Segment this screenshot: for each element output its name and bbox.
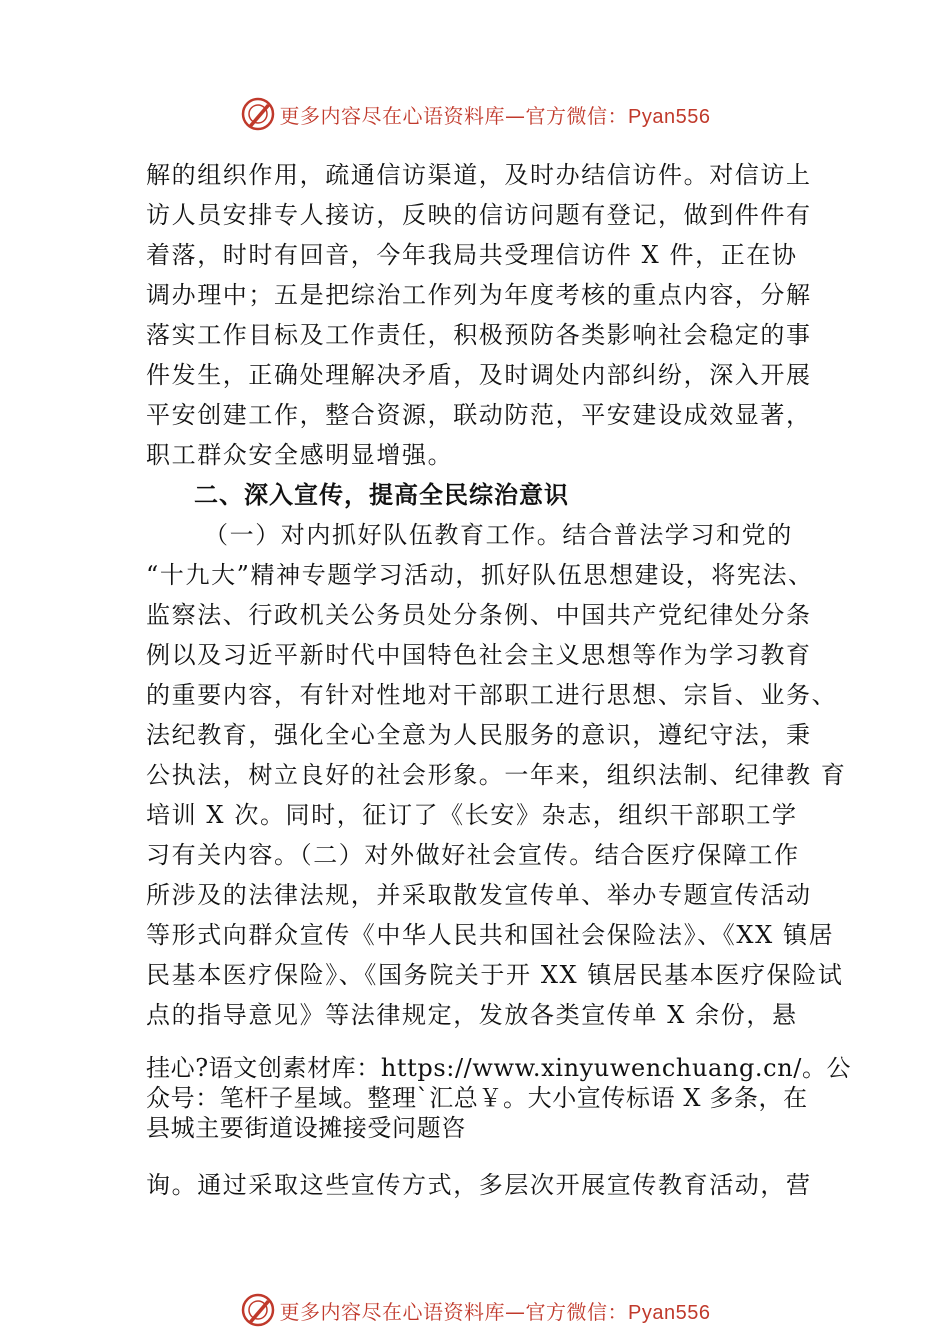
header-banner-text: 更多内容尽在心语资料库—官方微信：Pyan556 [279,103,711,128]
body-line: 法纪教育，强化全心全意为人民服务的意识，遵纪守法，秉 [146,721,812,749]
body-line: 培训 X 次。同时，征订了《长安》杂志，组织干部职工学 [146,801,798,829]
body-line: 公执法，树立良好的社会形象。一年来，组织法制、纪律教 育 [146,761,847,789]
body-line: 点的指导意见》等法律规定，发放各类宣传单 X 余份，悬 [146,1001,798,1029]
body-line: 职工群众安全感明显增强。 [146,441,454,469]
body-line: 众号：笔杆子星域。整理`汇总￥。大小宣传标语 X 多条，在 [146,1084,808,1112]
body-line: 挂心?语文创素材库：https://www.xinyuwenchuang.cn/。公 [146,1054,852,1082]
body-line: 询。通过采取这些宣传方式，多层次开展宣传教育活动，营 [146,1171,812,1199]
body-line: 的重要内容，有针对性地对干部职工进行思想、宗旨、业务、 [146,681,838,709]
body-line: 调办理中；五是把综治工作列为年度考核的重点内容，分解 [146,281,812,309]
body-line: 访人员安排专人接访，反映的信访问题有登记，做到件件有 [146,201,812,229]
body-line: 着落，时时有回音，今年我局共受理信访件 X 件，正在协 [146,241,798,269]
body-line: 习有关内容。（二）对外做好社会宣传。结合医疗保障工作 [146,841,800,869]
body-line: 等形式向群众宣传《中华人民共和国社会保险法》、《XX 镇居 [146,921,835,949]
body-line: 落实工作目标及工作责任，积极预防各类影响社会稳定的事 [146,321,812,349]
quill-logo-icon [240,96,276,132]
body-line: 件发生，正确处理解决矛盾，及时调处内部纠纷，深入开展 [146,361,812,389]
body-line: 平安创建工作，整合资源，联动防范，平安建设成效显著， [146,401,812,429]
section-heading: 二、深入宣传，提高全民综治意识 [194,481,569,509]
body-line: 县城主要街道设摊接受问题咨 [146,1114,466,1142]
footer-banner-text: 更多内容尽在心语资料库—官方微信：Pyan556 [279,1299,711,1324]
body-line: 例以及习近平新时代中国特色社会主义思想等作为学习教育 [146,641,812,669]
body-line: “十九大”精神专题学习活动，抓好队伍思想建设，将宪法、 [146,561,814,589]
quill-logo-icon [240,1292,276,1328]
body-line: 民基本医疗保险》、《国务院关于开 XX 镇居民基本医疗保险试 [146,961,844,989]
body-line: 解的组织作用，疏通信访渠道，及时办结信访件。对信访上 [146,161,812,189]
footer-banner [0,1290,950,1330]
body-line: 监察法、行政机关公务员处分条例、中国共产党纪律处分条 [146,601,812,629]
body-line: 所涉及的法律法规，并采取散发宣传单、举办专题宣传活动 [146,881,812,909]
header-banner [0,94,950,134]
body-line: （一）对内抓好队伍教育工作。结合普法学习和党的 [204,521,793,549]
document-body [146,155,852,1205]
